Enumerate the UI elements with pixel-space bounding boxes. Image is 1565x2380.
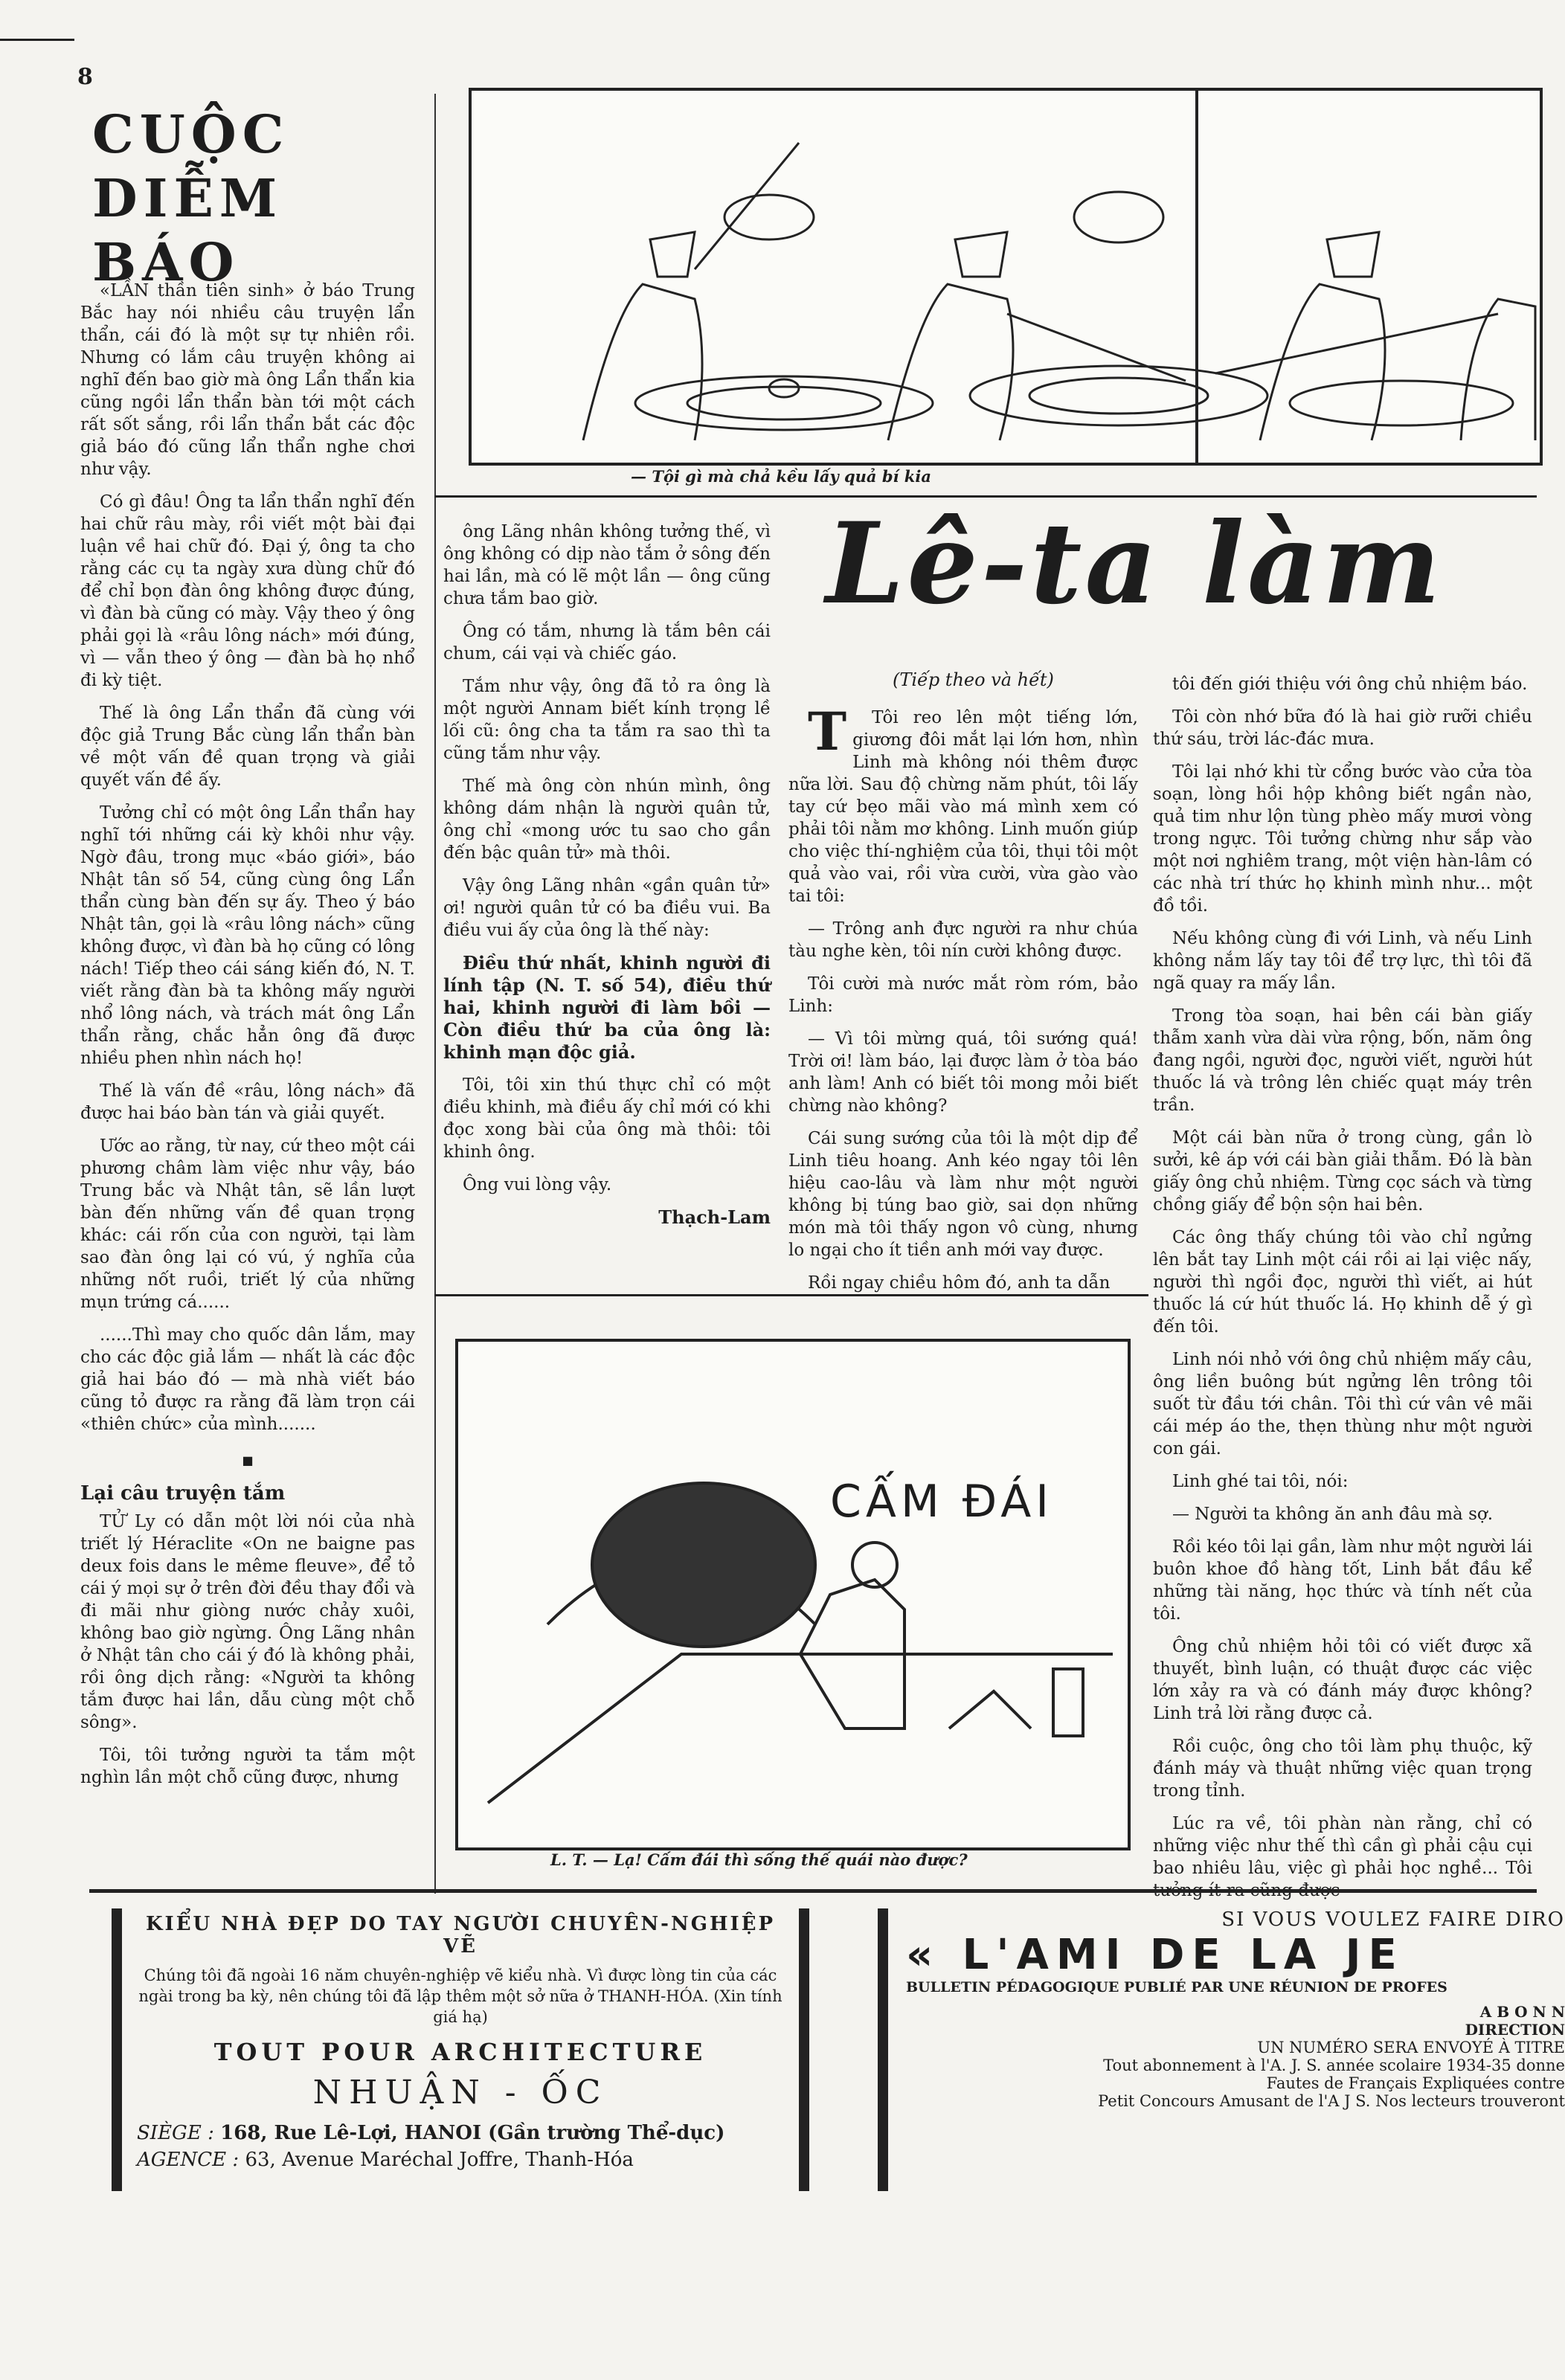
cartoon-sign: CẤM ĐÁI [830, 1476, 1053, 1528]
section2-p1: TỬ Ly có dẫn một lời nói của nhà triết lý Héraclite «On ne baigne pas deux fois dans le même fleuve», để tỏ cái ý mọi sự ở trên đời đều thay đổi và đi mãi như giòng nước chảy xuôi, không bao giờ ngừng. Ông Lãng nhân ở Nhật tân cho cái ý đó là không phải, rồi ông dịch rằng: «Người ta không tắm được hai lần, dẫu cùng một chỗ sông». [80, 1512, 415, 1732]
story-c2-p8: Linh nói nhỏ với ông chủ nhiệm mấy câu, ông liền buông bút ngửng lên trông tôi suốt từ đầu tới chân. Tôi thì cứ vân vê mãi cái mép áo the, thẹn thùng như một người con gái. [1153, 1350, 1532, 1458]
story-c2-p14: Lúc ra về, tôi phàn nàn rằng, chỉ có những việc như thế thì cần gì phải cậu cụi bao nhiêu lâu, việc gì phải học nghề... Tôi tưởng ít ra cũng được [1153, 1814, 1532, 1900]
ad1-siege-label: SIÈGE : [137, 2122, 214, 2144]
middle-p7: Ông vui lòng vậy. [463, 1175, 612, 1194]
story-c2-p12: Ông chủ nhiệm hỏi tôi có viết được xã thuyết, bình luận, có thuật được các việc lớn xảy ra và có đánh máy được không? Linh trả lời rằng được cả. [1153, 1637, 1532, 1723]
story-c1-p2: — Trông anh đực người ra như chúa tàu nghe kèn, tôi nín cười không được. [788, 919, 1138, 961]
ad2-line2: BULLETIN PÉDAGOGIQUE PUBLIÉ PAR UNE RÉUNION DE PROFES [906, 1979, 1447, 1995]
story-c2-p4: Nếu không cùng đi với Linh, và nếu Linh không nắm lấy tay tôi để trợ lực, thì tôi đã ngã quay ra mấy lần. [1153, 929, 1532, 993]
section2-p2: Tôi, tôi tưởng người ta tắm một nghìn lần một chỗ cũng được, nhưng [80, 1746, 415, 1787]
left-p2: Có gì đâu! Ông ta lẩn thẩn nghĩ đến hai chữ râu mày, rồi viết một bài đại luận về hai chữ đó. Đại ý, ông ta cho rằng các cụ ta ngày xưa dùng chữ đó để chỉ bọn đàn ông không được đúng, vì đàn bà cũng có mày. Vậy theo ý ông phải gọi là «râu lông nách» mới đúng, vì — vẫn theo ý ông — đàn bà họ nhổ đi kỳ tiệt. [80, 492, 415, 690]
middle-bold: Điều thứ nhất, khinh người đi lính tập (N. T. số 54), điều thứ hai, khinh người đi làm bồi — Còn điều thứ ba của ông là: khinh mạn độc giả. [443, 952, 771, 1063]
section2-title: Lại câu truyện tắm [80, 1482, 286, 1505]
left-p6: Ước ao rằng, từ nay, cứ theo một cái phương châm làm việc như vậy, báo Trung bắc và Nhật tân, sẽ lần lượt bàn đến những vấn đề quan trọng khác: cái rốn của con người, tại làm sao đàn ông lại có vú, ý nghĩa của những nốt ruồi, triết lý của những mụn trứng cá...... [80, 1136, 415, 1312]
ad2-line7: Fautes de Français Expliquées contre [1266, 2074, 1565, 2092]
headline-line1: CUỘC [92, 103, 290, 165]
bottom-rule [89, 1889, 1537, 1893]
ad2-line8: Petit Concours Amusant de l'A J S. Nos lecteurs trouveront [1098, 2092, 1565, 2110]
ad1-agence-label: AGENCE : [137, 2149, 240, 2171]
ad2-line4: DIRECTION [1465, 2021, 1565, 2039]
story-column-1 [788, 701, 1138, 1305]
left-column [80, 280, 415, 1799]
column-rule [434, 94, 436, 1894]
signature: Thạch-Lam [658, 1206, 771, 1228]
story-c2-p10: — Người ta không ăn anh đâu mà sợ. [1172, 1505, 1494, 1524]
cartoon-illustration [458, 1342, 1128, 1847]
story-c1-p5: Cái sung sướng của tôi là một dịp để Linh tiêu hoang. Anh kéo ngay tôi lên hiệu cao-lâu và làm như một người không bị túng bao giờ, sai dọn những món mà tôi thấy ngon vô cùng, nhưng lo ngại cho ít tiền anh mới vay được. [788, 1129, 1138, 1260]
ad2-line5: UN NUMÉRO SERA ENVOYÉ À TITRE [1257, 2039, 1565, 2056]
ad1-siege: 168, Rue Lê-Lợi, HANOI (Gần trường Thể-dục) [220, 2122, 725, 2144]
ad1-agence: 63, Avenue Maréchal Joffre, Thanh-Hóa [245, 2149, 634, 2171]
cartoon-caption: L. T. — Lạ! Cấm đái thì sống thế quái nào được? [550, 1850, 968, 1869]
story-c1-p4: — Vì tôi mừng quá, tôi sướng quá! Trời ơi! làm báo, lại được làm ở tòa báo anh làm! Anh có biết tôi mong mỏi biết chừng nào không? [788, 1029, 1138, 1116]
story-c2-p5: Trong tòa soạn, hai bên cái bàn giấy thẫm xanh vừa dài vừa rộng, bốn, năm ông đang ngồi, người đọc, người viết, người hút thuốc lá và trông lên chiếc quạt máy trên trần. [1153, 1006, 1532, 1115]
comic-illustration [472, 91, 1540, 463]
story-c2-p3: Tôi lại nhớ khi từ cổng bước vào cửa tòa soạn, lòng hồi hộp không biết ngần nào, quả tim như lộn tùng phèo mấy mươi vòng trong ngực. Tôi tưởng chừng như sắp vào một nơi nghiêm trang, một viện hàn-lâm có các nhà trí thức họ khinh mình như... một đồ tồi. [1153, 762, 1532, 916]
left-p5: Thế là vấn đề «râu, lông nách» đã được hai báo bàn tán và giải quyết. [80, 1081, 415, 1123]
middle-column [443, 521, 771, 1228]
story-c1-p6: Rồi ngay chiều hôm đó, anh ta dẫn [808, 1273, 1111, 1293]
story-title: Lê-ta làm [826, 498, 1444, 629]
story-c2-p13: Rồi cuộc, ông cho tôi làm phụ thuộc, kỹ đánh máy và thuật những việc quan trọng trong tỉnh. [1153, 1737, 1532, 1801]
left-p7: ......Thì may cho quốc dân lắm, may cho các độc giả lắm — nhất là các độc giả hai báo đó — mà nhà viết báo cũng tỏ được ra rằng đã làm trọn cái «thiên chức» của mình....... [80, 1325, 415, 1434]
story-c2-p6: Một cái bàn nữa ở trong cùng, gần lò sưởi, kê áp với cái bàn giải thẫm. Đó là bàn giấy ông chủ nhiệm. Từng cọc sách và từng chồng giấy để bộn sộn hai bên. [1153, 1128, 1532, 1215]
story-c2-p2: Tôi còn nhớ bữa đó là hai giờ rưỡi chiều thứ sáu, trời lác-đác mưa. [1153, 707, 1532, 749]
story-c2-p1: tôi đến giới thiệu với ông chủ nhiệm báo. [1172, 675, 1528, 694]
top-rule [0, 39, 74, 41]
middle-p2: Ông có tắm, nhưng là tắm bên cái chum, cái vại và chiếc gáo. [443, 622, 771, 663]
comic-caption: — Tội gì mà chả kều lấy quả bí kia [631, 467, 931, 486]
ad-ami-jeunesse [878, 1908, 1565, 2191]
story-c2-p7: Các ông thấy chúng tôi vào chỉ ngửng lên bắt tay Linh một cái rồi ai lại việc nấy, người thì ngồi đọc, người thì viết, ai hút thuốc lá cứ hút thuốc lá. Họ khinh dễ ý gì đến tôi. [1153, 1228, 1532, 1337]
story-c2-p11: Rồi kéo tôi lại gần, làm như một người lái buôn khoe đồ hàng tốt, Linh bắt đầu kể những tài năng, học thức và tính nết của tôi. [1153, 1537, 1532, 1624]
headline-line3: BÁO [92, 231, 240, 293]
ad-architecture [112, 1908, 809, 2191]
story-subtitle: (Tiếp theo và hết) [893, 669, 1054, 690]
middle-p6: Tôi, tôi xin thú thực chỉ có một điều khinh, mà điều ấy chỉ mới có khi đọc xong bài của ông mà thôi: tôi khinh ông. [443, 1075, 771, 1162]
horizontal-rule-2 [434, 1294, 1148, 1296]
middle-p5: Vậy ông Lãng nhân «gần quân tử» ơi! người quân tử có ba điều vui. Ba điều vui ấy của ông là thế này: [443, 876, 771, 940]
story-column-2 [1153, 673, 1532, 1900]
comic-strip [469, 88, 1543, 466]
headline-line2: DIỄM [92, 167, 283, 229]
ad1-slogan: TOUT POUR ARCHITECTURE [213, 2038, 707, 2066]
ad2-line6: Tout abonnement à l'A. J. S. année scolaire 1934-35 donne [1103, 2056, 1565, 2074]
page-number: 8 [77, 64, 93, 90]
dropcap: T [808, 701, 847, 762]
story-c1-p3: Tôi cười mà nước mắt ròm róm, bảo Linh: [788, 974, 1138, 1016]
left-p3: Thế là ông Lẩn thẩn đã cùng với độc giả Trung Bắc cùng lẩn thẩn bàn về một vấn đề quan trọng và giải quyết vấn đề ấy. [80, 704, 415, 790]
section-headline [92, 103, 289, 295]
story-c2-p9: Linh ghé tai tôi, nói: [1172, 1472, 1349, 1491]
middle-p1: ông Lãng nhân không tưởng thế, vì ông không có dịp nào tắm ở sông đến hai lần, mà có lẽ một lần — ông cũng chưa tắm bao giờ. [443, 522, 771, 608]
middle-p4: Thế mà ông còn nhún mình, ông không dám nhận là người quân tử, ông chỉ «mong ước tu sao cho gần đến bậc quân tử» mà thôi. [443, 776, 771, 863]
cartoon-frame [455, 1339, 1131, 1850]
ad2-title: « L'AMI DE LA JE [906, 1931, 1404, 1979]
ad2-line3: A B O N N [1479, 2003, 1565, 2021]
middle-p3: Tắm như vậy, ông đã tỏ ra ông là một người Annam biết kính trọng lề lối cũ: ông cha ta tắm ra sao thì ta cũng tắm như vậy. [443, 677, 771, 763]
left-p4: Tưởng chỉ có một ông Lẩn thẩn hay nghĩ tới những cái kỳ khôi như vậy. Ngờ đâu, trong mục «báo giới», báo Nhật tân số 54, cũng cùng ông Lẩn thẩn cùng bàn đến sự ấy. Theo ý báo Nhật tân, gọi là «râu lông nách» cũng không được, vì đàn bà họ cũng có lông nách! Tiếp theo cái sáng kiến đó, N. T. viết rằng đàn bà ta không mấy người nhổ lông nách, và trách mát ông Lẩn thẩn rằng, chắc hẳn ông đã được nhiều phen nhìn nách họ! [80, 803, 415, 1068]
horizontal-rule [434, 495, 1537, 498]
story-c1-p1: T Tôi reo lên một tiếng lớn, giương đôi mắt lại lớn hơn, nhìn Linh mà không nói thêm được nữa lời. Sau độ chừng năm phút, tôi lấy tay cứ bẹo mãi vào má mình xem có phải tôi nằm mơ không. Linh muốn giúp cho việc thí-nghiệm của tôi, thụi tôi một quả vào vai, rồi vừa cười, vừa gào vào tai tôi: [788, 701, 1138, 906]
left-intro: «LẦN thần tiên sinh» ở báo Trung Bắc hay nói nhiều câu truyện lẩn thẩn, cái đó là một sự tự nhiên rồi. Nhưng có lắm câu truyện không ai nghĩ đến bao giờ mà ông Lẩn thẩn kia cũng ngồi lẩn thẩn bàn tới một cách rất sốt sắng, rồi lẩn thẩn bắt các độc giả báo đó cũng lẩn thẩn nghe chơi như vậy. [80, 281, 415, 479]
ad1-title: KIỂU NHÀ ĐẸP DO TAY NGƯỜI CHUYÊN-NGHIỆP VẼ [145, 1913, 776, 1958]
ad1-body: Chúng tôi đã ngoài 16 năm chuyên-nghiệp vẽ kiểu nhà. Vì được lòng tin của các ngài trong ba kỳ, nên chúng tôi đã lập thêm một sở nữa ở THANH-HÓA. (Xin tính giá hạ) [138, 1966, 782, 2026]
ad1-name: NHUẬN - ỐC [312, 2074, 608, 2112]
ad2-line1: SI VOUS VOULEZ FAIRE DIRO [1221, 1908, 1565, 1931]
separator-square: ■ [242, 1453, 254, 1467]
